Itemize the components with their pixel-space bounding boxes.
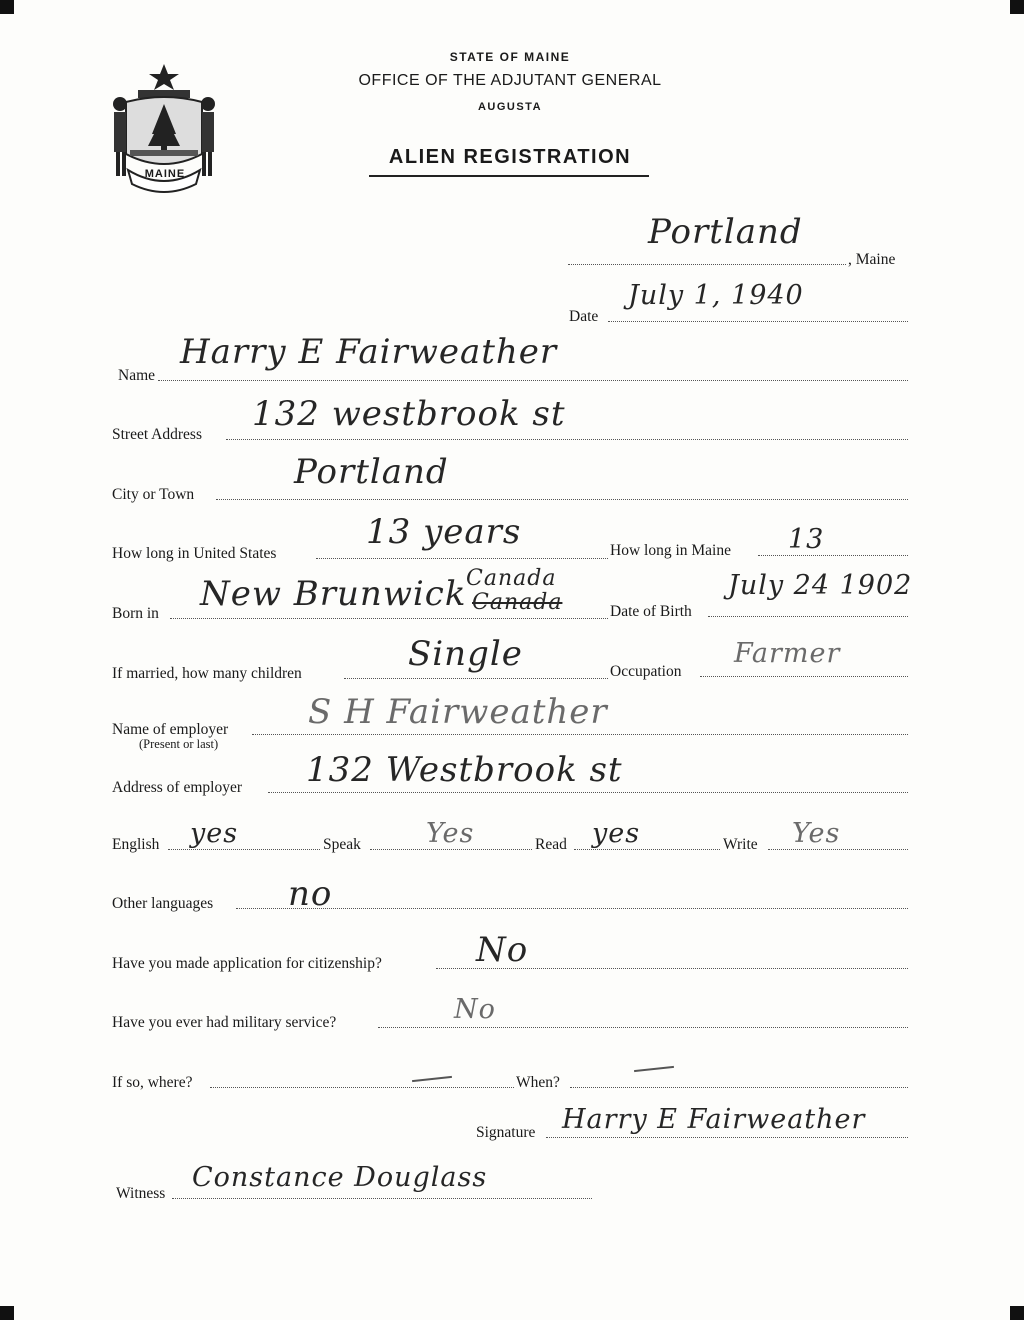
- how-long-maine-label: How long in Maine: [610, 542, 731, 559]
- how-long-maine-value: 13: [788, 524, 825, 555]
- witness-label: Witness: [116, 1185, 166, 1202]
- born-in-struck-value: Canada: [472, 590, 563, 615]
- born-in-value: New Brunwick: [200, 574, 467, 614]
- write-value: Yes: [792, 818, 841, 849]
- employer-address-value: 132 Westbrook st: [306, 750, 623, 790]
- how-long-us-value: 13 years: [366, 512, 522, 552]
- witness-value: Constance Douglass: [192, 1162, 488, 1193]
- witness-line: [172, 1198, 592, 1199]
- place-line: [568, 264, 846, 265]
- city-value: Portland: [294, 452, 449, 492]
- occupation-label: Occupation: [610, 663, 682, 680]
- other-languages-value: no: [288, 874, 333, 914]
- speak-line: [370, 849, 532, 850]
- children-value: Single: [408, 634, 523, 674]
- other-languages-label: Other languages: [112, 895, 214, 912]
- date-label: Date: [569, 308, 599, 325]
- speak-value: Yes: [426, 818, 475, 849]
- seal-banner-text: MAINE: [144, 168, 186, 180]
- english-line: [168, 849, 320, 850]
- write-label: Write: [723, 836, 758, 853]
- read-value: yes: [592, 818, 641, 849]
- street-address-label: Street Address: [112, 426, 202, 443]
- children-label: If married, how many children: [112, 665, 302, 682]
- born-in-correction: Canada: [466, 566, 557, 591]
- employer-value: S H Fairweather: [308, 692, 608, 732]
- street-address-line: [226, 439, 908, 440]
- occupation-line: [700, 676, 908, 677]
- read-label: Read: [535, 836, 567, 853]
- signature-line: [546, 1137, 908, 1138]
- header-office: OFFICE OF THE ADJUTANT GENERAL: [358, 72, 662, 89]
- employer-line: [252, 734, 908, 735]
- citizenship-value: No: [476, 930, 529, 970]
- other-languages-line: [236, 908, 908, 909]
- citizenship-label: Have you made application for citizenship?: [112, 955, 382, 972]
- scan-corner-mark: [0, 0, 14, 14]
- scan-corner-mark: [1010, 0, 1024, 14]
- born-in-label: Born in: [112, 605, 159, 622]
- speak-label: Speak: [323, 836, 361, 853]
- scan-corner-mark: [1010, 1306, 1024, 1320]
- name-value: Harry E Fairweather: [180, 332, 558, 372]
- name-label: Name: [118, 367, 156, 384]
- english-label: English: [112, 836, 160, 853]
- signature-value: Harry E Fairweather: [562, 1104, 866, 1135]
- when-dash-mark: [634, 1066, 674, 1072]
- date-of-birth-line: [708, 616, 908, 617]
- read-line: [574, 849, 720, 850]
- occupation-value: Farmer: [734, 638, 841, 669]
- name-line: [158, 380, 908, 381]
- city-line: [216, 499, 908, 500]
- military-value: No: [454, 994, 496, 1025]
- employer-sublabel: (Present or last): [139, 737, 219, 751]
- city-label: City or Town: [112, 486, 195, 503]
- date-of-birth-value: July 24 1902: [728, 570, 913, 601]
- born-in-line: [170, 618, 608, 619]
- header-state: STATE OF MAINE: [449, 50, 571, 64]
- write-line: [768, 849, 908, 850]
- how-long-us-label: How long in United States: [112, 545, 277, 562]
- title-underline: [369, 175, 649, 177]
- when-label: When?: [516, 1074, 560, 1091]
- where-dash-mark: [412, 1076, 452, 1082]
- how-long-maine-line: [758, 555, 908, 556]
- where-line: [210, 1087, 514, 1088]
- place-suffix-label: , Maine: [848, 251, 896, 268]
- date-of-birth-label: Date of Birth: [610, 603, 692, 620]
- form-title: ALIEN REGISTRATION: [388, 146, 632, 168]
- how-long-us-line: [316, 558, 608, 559]
- employer-label: Name of employer: [112, 721, 229, 738]
- date-line: [608, 321, 908, 322]
- employer-address-line: [268, 792, 908, 793]
- scan-corner-mark: [0, 1306, 14, 1320]
- where-label: If so, where?: [112, 1074, 193, 1091]
- signature-label: Signature: [476, 1124, 536, 1141]
- english-value: yes: [190, 818, 239, 849]
- place-value: Portland: [648, 212, 803, 252]
- header-city: AUGUSTA: [477, 101, 543, 113]
- military-label: Have you ever had military service?: [112, 1014, 337, 1031]
- military-line: [378, 1027, 908, 1028]
- date-value: July 1, 1940: [628, 280, 804, 311]
- when-line: [570, 1087, 908, 1088]
- children-line: [344, 678, 608, 679]
- employer-address-label: Address of employer: [112, 779, 242, 796]
- street-address-value: 132 westbrook st: [252, 394, 566, 434]
